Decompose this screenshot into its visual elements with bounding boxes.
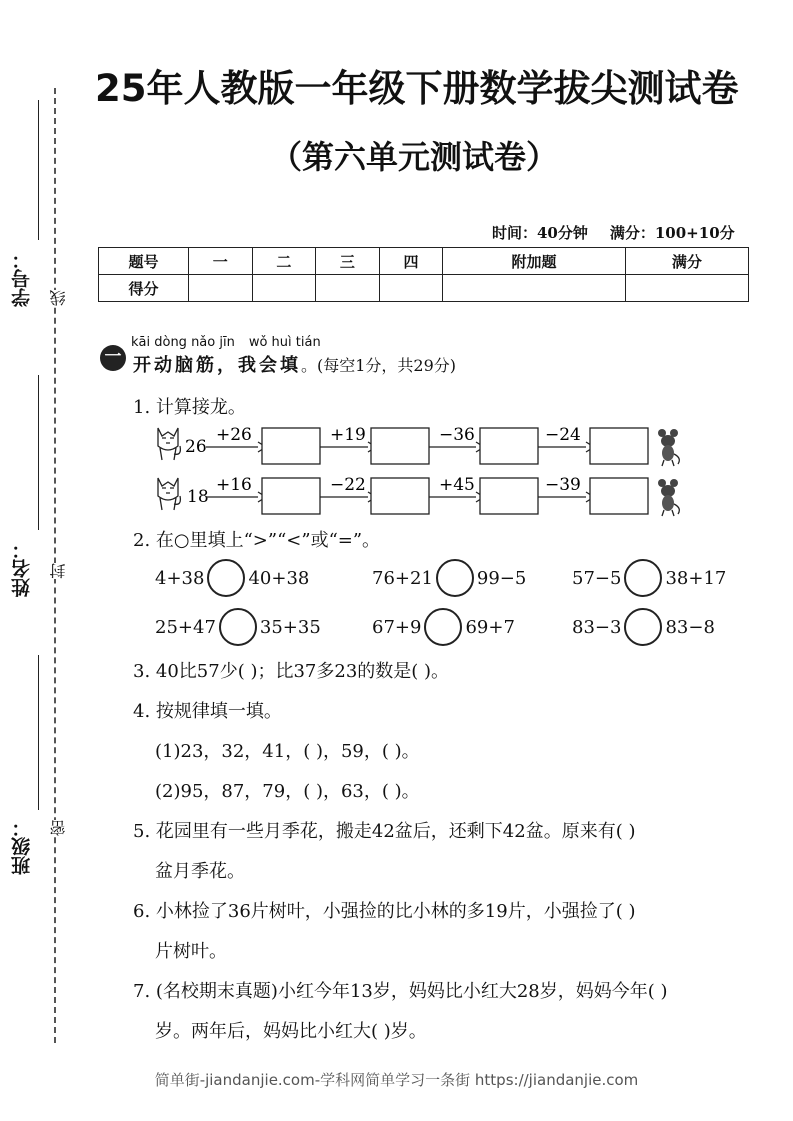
question-6-continued: 片树叶。 bbox=[155, 941, 227, 962]
score-cell: 四 bbox=[379, 248, 443, 275]
page-subtitle: （第六单元测试卷） bbox=[270, 138, 559, 176]
chain-op: −36 bbox=[439, 425, 475, 445]
chain-row-1 bbox=[206, 425, 648, 464]
line-mark: 线 bbox=[49, 290, 68, 306]
chain-answer-box[interactable] bbox=[262, 478, 320, 514]
question-6: 6. 小林捡了36片树叶，小强捡的比小林的多19片，小强捡了( ) bbox=[133, 901, 636, 922]
compare-right: 83−8 bbox=[665, 616, 715, 638]
score-table-score-row bbox=[99, 275, 749, 302]
score-input-cell[interactable] bbox=[189, 275, 253, 302]
compare-right: 69+7 bbox=[465, 616, 515, 638]
compare-right: 40+38 bbox=[248, 567, 310, 589]
full-score: 满分：100+10分 bbox=[609, 224, 735, 242]
score-cell: 二 bbox=[252, 248, 316, 275]
class-line[interactable] bbox=[38, 655, 39, 810]
chain-op: +16 bbox=[216, 475, 252, 495]
compare-left: 25+47 bbox=[155, 616, 216, 638]
chain-op: −22 bbox=[330, 475, 366, 495]
score-cell: 满分 bbox=[625, 248, 748, 275]
compare-item bbox=[155, 608, 321, 646]
chain-answer-box[interactable] bbox=[590, 478, 648, 514]
compare-right: 38+17 bbox=[665, 567, 727, 589]
question-4-part-1: (1)23，32，41，( )，59，( )。 bbox=[155, 741, 420, 762]
chain-start-value: 26 bbox=[185, 437, 207, 457]
compare-circle[interactable] bbox=[624, 559, 662, 597]
mouse-icon bbox=[658, 479, 679, 516]
compare-right: 35+35 bbox=[259, 616, 321, 638]
cat-icon bbox=[158, 428, 180, 460]
pinyin-part: kāi dòng nǎo jīn bbox=[131, 335, 235, 350]
chain-answer-box[interactable] bbox=[262, 428, 320, 464]
score-table bbox=[98, 247, 749, 302]
question-1: 1. 计算接龙。 bbox=[133, 397, 246, 418]
section-number-badge: 一 bbox=[100, 345, 126, 371]
chain-answer-box[interactable] bbox=[590, 428, 648, 464]
chain-answer-box[interactable] bbox=[371, 428, 429, 464]
compare-item bbox=[572, 608, 715, 646]
compare-circle[interactable] bbox=[207, 559, 245, 597]
question-4: 4. 按规律填一填。 bbox=[133, 701, 282, 722]
question-5-continued: 盆月季花。 bbox=[155, 861, 245, 882]
chain-start-value: 18 bbox=[187, 487, 209, 507]
compare-right: 99−5 bbox=[476, 567, 527, 589]
score-cell: 题号 bbox=[99, 248, 189, 275]
question-2: 2. 在○里填上“>”“<”或“=”。 bbox=[133, 530, 381, 551]
score-input-cell[interactable] bbox=[252, 275, 316, 302]
score-cell: 三 bbox=[316, 248, 380, 275]
section-title-text: 开动脑筋，我会填 bbox=[133, 355, 301, 376]
footer-watermark: 简单街-jiandanjie.com-学科网简单学习一条街 https://jiandanjie.com bbox=[154, 1071, 639, 1089]
chain-op: +45 bbox=[439, 475, 475, 495]
pinyin-part: wǒ huì tián bbox=[248, 335, 321, 350]
cat-icon bbox=[158, 478, 180, 510]
calc-chain bbox=[150, 418, 690, 518]
chain-op: +19 bbox=[330, 425, 366, 445]
section-note: 。(每空1分，共29分) bbox=[301, 356, 457, 375]
question-5: 5. 花园里有一些月季花，搬走42盆后，还剩下42盆。原来有( ) bbox=[133, 821, 636, 842]
compare-left: 4+38 bbox=[155, 567, 205, 589]
time-limit: 时间：40分钟 bbox=[492, 224, 588, 242]
mouse-icon bbox=[658, 429, 679, 466]
secret-mark: 密 bbox=[49, 820, 68, 836]
compare-circle[interactable] bbox=[424, 608, 462, 646]
score-table-header-row bbox=[99, 248, 749, 275]
compare-circle[interactable] bbox=[436, 559, 474, 597]
page-title: 25年人教版一年级下册数学拔尖测试卷 bbox=[95, 67, 739, 110]
student-id-label: 学号： bbox=[11, 250, 33, 307]
chain-answer-box[interactable] bbox=[480, 478, 538, 514]
score-input-cell[interactable] bbox=[379, 275, 443, 302]
compare-left: 76+21 bbox=[372, 567, 433, 589]
student-id-line[interactable] bbox=[38, 100, 39, 240]
name-label: 姓名： bbox=[11, 540, 33, 597]
score-cell: 得分 bbox=[99, 275, 189, 302]
score-cell: 一 bbox=[189, 248, 253, 275]
name-line[interactable] bbox=[38, 375, 39, 530]
compare-left: 83−3 bbox=[572, 616, 622, 638]
class-label: 班级： bbox=[11, 818, 33, 875]
score-input-cell[interactable] bbox=[443, 275, 626, 302]
question-4-part-2: (2)95，87，79，( )，63，( )。 bbox=[155, 781, 420, 802]
section-pinyin bbox=[131, 335, 335, 350]
compare-left: 67+9 bbox=[372, 616, 422, 638]
compare-circle[interactable] bbox=[624, 608, 662, 646]
score-input-cell[interactable] bbox=[316, 275, 380, 302]
exam-meta bbox=[492, 222, 757, 243]
chain-op: +26 bbox=[216, 425, 252, 445]
chain-answer-box[interactable] bbox=[480, 428, 538, 464]
seal-mark: 封 bbox=[49, 563, 68, 579]
compare-item bbox=[572, 559, 726, 597]
question-3: 3. 40比57少( )；比37多23的数是( )。 bbox=[133, 661, 450, 682]
chain-row-2 bbox=[206, 475, 648, 514]
section-title bbox=[133, 351, 456, 377]
chain-op: −24 bbox=[545, 425, 581, 445]
score-cell: 附加题 bbox=[443, 248, 626, 275]
question-7-continued: 岁。两年后，妈妈比小红大( )岁。 bbox=[155, 1021, 427, 1042]
score-input-cell[interactable] bbox=[625, 275, 748, 302]
compare-item bbox=[155, 559, 309, 597]
compare-circle[interactable] bbox=[219, 608, 257, 646]
compare-item bbox=[372, 559, 526, 597]
question-7: 7. (名校期末真题)小红今年13岁，妈妈比小红大28岁，妈妈今年( ) bbox=[133, 981, 668, 1002]
chain-answer-box[interactable] bbox=[371, 478, 429, 514]
chain-op: −39 bbox=[545, 475, 581, 495]
compare-item bbox=[372, 608, 515, 646]
compare-left: 57−5 bbox=[572, 567, 622, 589]
